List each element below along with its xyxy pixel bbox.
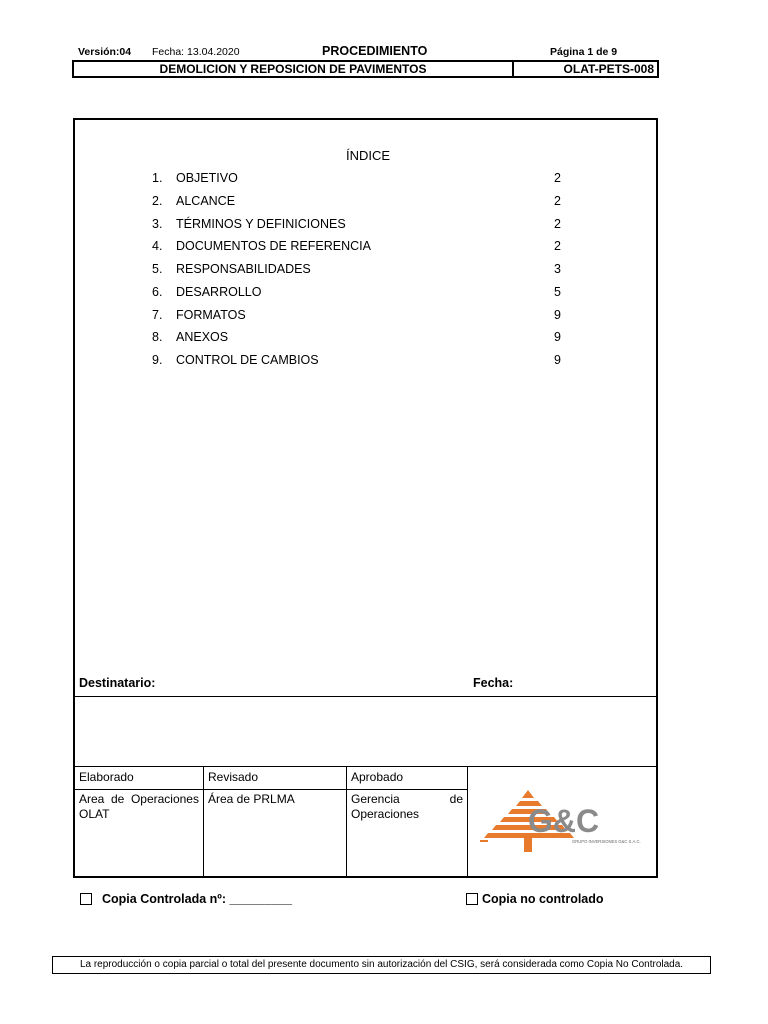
index-item-number: 3.	[152, 216, 163, 231]
index-item-page: 2	[554, 216, 561, 231]
page-number: Página 1 de 9	[550, 46, 618, 58]
index-item-label: ALCANCE	[176, 193, 236, 208]
index-item-label: FORMATOS	[176, 307, 246, 322]
uncontrolled-copy[interactable]	[466, 892, 604, 906]
index-item-number: 2.	[152, 193, 163, 208]
index-item-label: RESPONSABILIDADES	[176, 262, 311, 276]
revisado-header: Revisado	[204, 766, 347, 790]
logo-cell	[468, 766, 657, 876]
index-title: ÍNDICE	[346, 148, 391, 163]
index-item-page: 2	[554, 171, 561, 185]
document-code: OLAT-PETS-008	[563, 62, 654, 76]
index-item	[152, 262, 572, 282]
index-item	[152, 308, 572, 328]
elaborado-word-1: Area	[79, 792, 105, 806]
header-meta	[74, 44, 659, 60]
index-item-number: 8.	[152, 330, 163, 345]
index-item-label: CONTROL DE CAMBIOS	[176, 353, 319, 367]
index-item-page: 2	[554, 193, 561, 208]
aprobado-line2: Operaciones	[351, 807, 420, 821]
aprobado-header: Aprobado	[347, 766, 468, 790]
index-item	[152, 330, 572, 350]
aprobado-word-2: de	[449, 792, 463, 806]
index-item-page: 2	[554, 239, 561, 254]
uncontrolled-copy-label: Copia no controlado	[482, 892, 604, 906]
aprobado-value	[347, 790, 468, 876]
index-item-label: TÉRMINOS Y DEFINICIONES	[176, 216, 346, 231]
header-title-bar	[72, 60, 659, 78]
index-item-label: OBJETIVO	[176, 171, 238, 185]
checkbox-icon[interactable]	[80, 893, 92, 905]
index-item-label: DESARROLLO	[176, 284, 262, 299]
index-item-number: 1.	[152, 171, 163, 185]
index-item-page: 9	[554, 307, 561, 322]
elaborado-word-3: Operaciones	[130, 792, 199, 806]
index-item	[152, 285, 572, 305]
approval-table	[75, 766, 657, 876]
index-item	[152, 353, 572, 373]
index-item-number: 6.	[152, 284, 163, 299]
elaborado-value	[75, 790, 204, 876]
controlled-copy-label: Copia Controlada nº: _________	[102, 892, 293, 906]
logo-brand-text: G&C	[528, 803, 600, 839]
index-item-page: 9	[554, 353, 561, 367]
index-item-number: 5.	[152, 262, 163, 276]
index-item-number: 9.	[152, 353, 163, 367]
index-item-label: ANEXOS	[176, 330, 229, 345]
logo-tagline-text: GRUPO INVERSIONES G&C S.A.C.	[572, 839, 641, 844]
recipient-divider	[75, 696, 656, 697]
elaborado-line2: OLAT	[79, 807, 110, 821]
index-item	[152, 171, 572, 191]
destinatario-label: Destinatario:	[79, 676, 156, 690]
checkbox-icon[interactable]	[466, 893, 478, 905]
index-item-page: 3	[554, 262, 561, 276]
footer-notice: La reproducción o copia parcial o total del presente documento sin autorización del CSIG, será considerada como Copia No Controlada.	[52, 956, 711, 974]
index-item-page: 9	[554, 330, 561, 345]
index-item	[152, 239, 572, 259]
elaborado-header: Elaborado	[75, 766, 204, 790]
controlled-copy[interactable]	[80, 892, 292, 906]
date-label: Fecha: 13.04.2020	[152, 46, 240, 58]
index-item-page: 5	[554, 284, 561, 299]
version-label: Versión:04	[78, 46, 132, 58]
index-item	[152, 194, 572, 214]
index-item-number: 4.	[152, 239, 163, 254]
company-logo	[478, 788, 648, 856]
document-title: DEMOLICION Y REPOSICION DE PAVIMENTOS	[159, 62, 427, 76]
doc-type: PROCEDIMIENTO	[322, 44, 428, 58]
aprobado-word-1: Gerencia	[351, 792, 400, 806]
elaborado-line1	[79, 792, 199, 807]
index-item-label: DOCUMENTOS DE REFERENCIA	[176, 239, 371, 254]
index-item	[152, 217, 572, 237]
elaborado-word-2: de	[110, 792, 125, 806]
index-item-number: 7.	[152, 307, 163, 322]
fecha-label: Fecha:	[473, 676, 514, 690]
aprobado-line1	[351, 792, 463, 807]
revisado-value: Área de PRLMA	[204, 790, 347, 876]
